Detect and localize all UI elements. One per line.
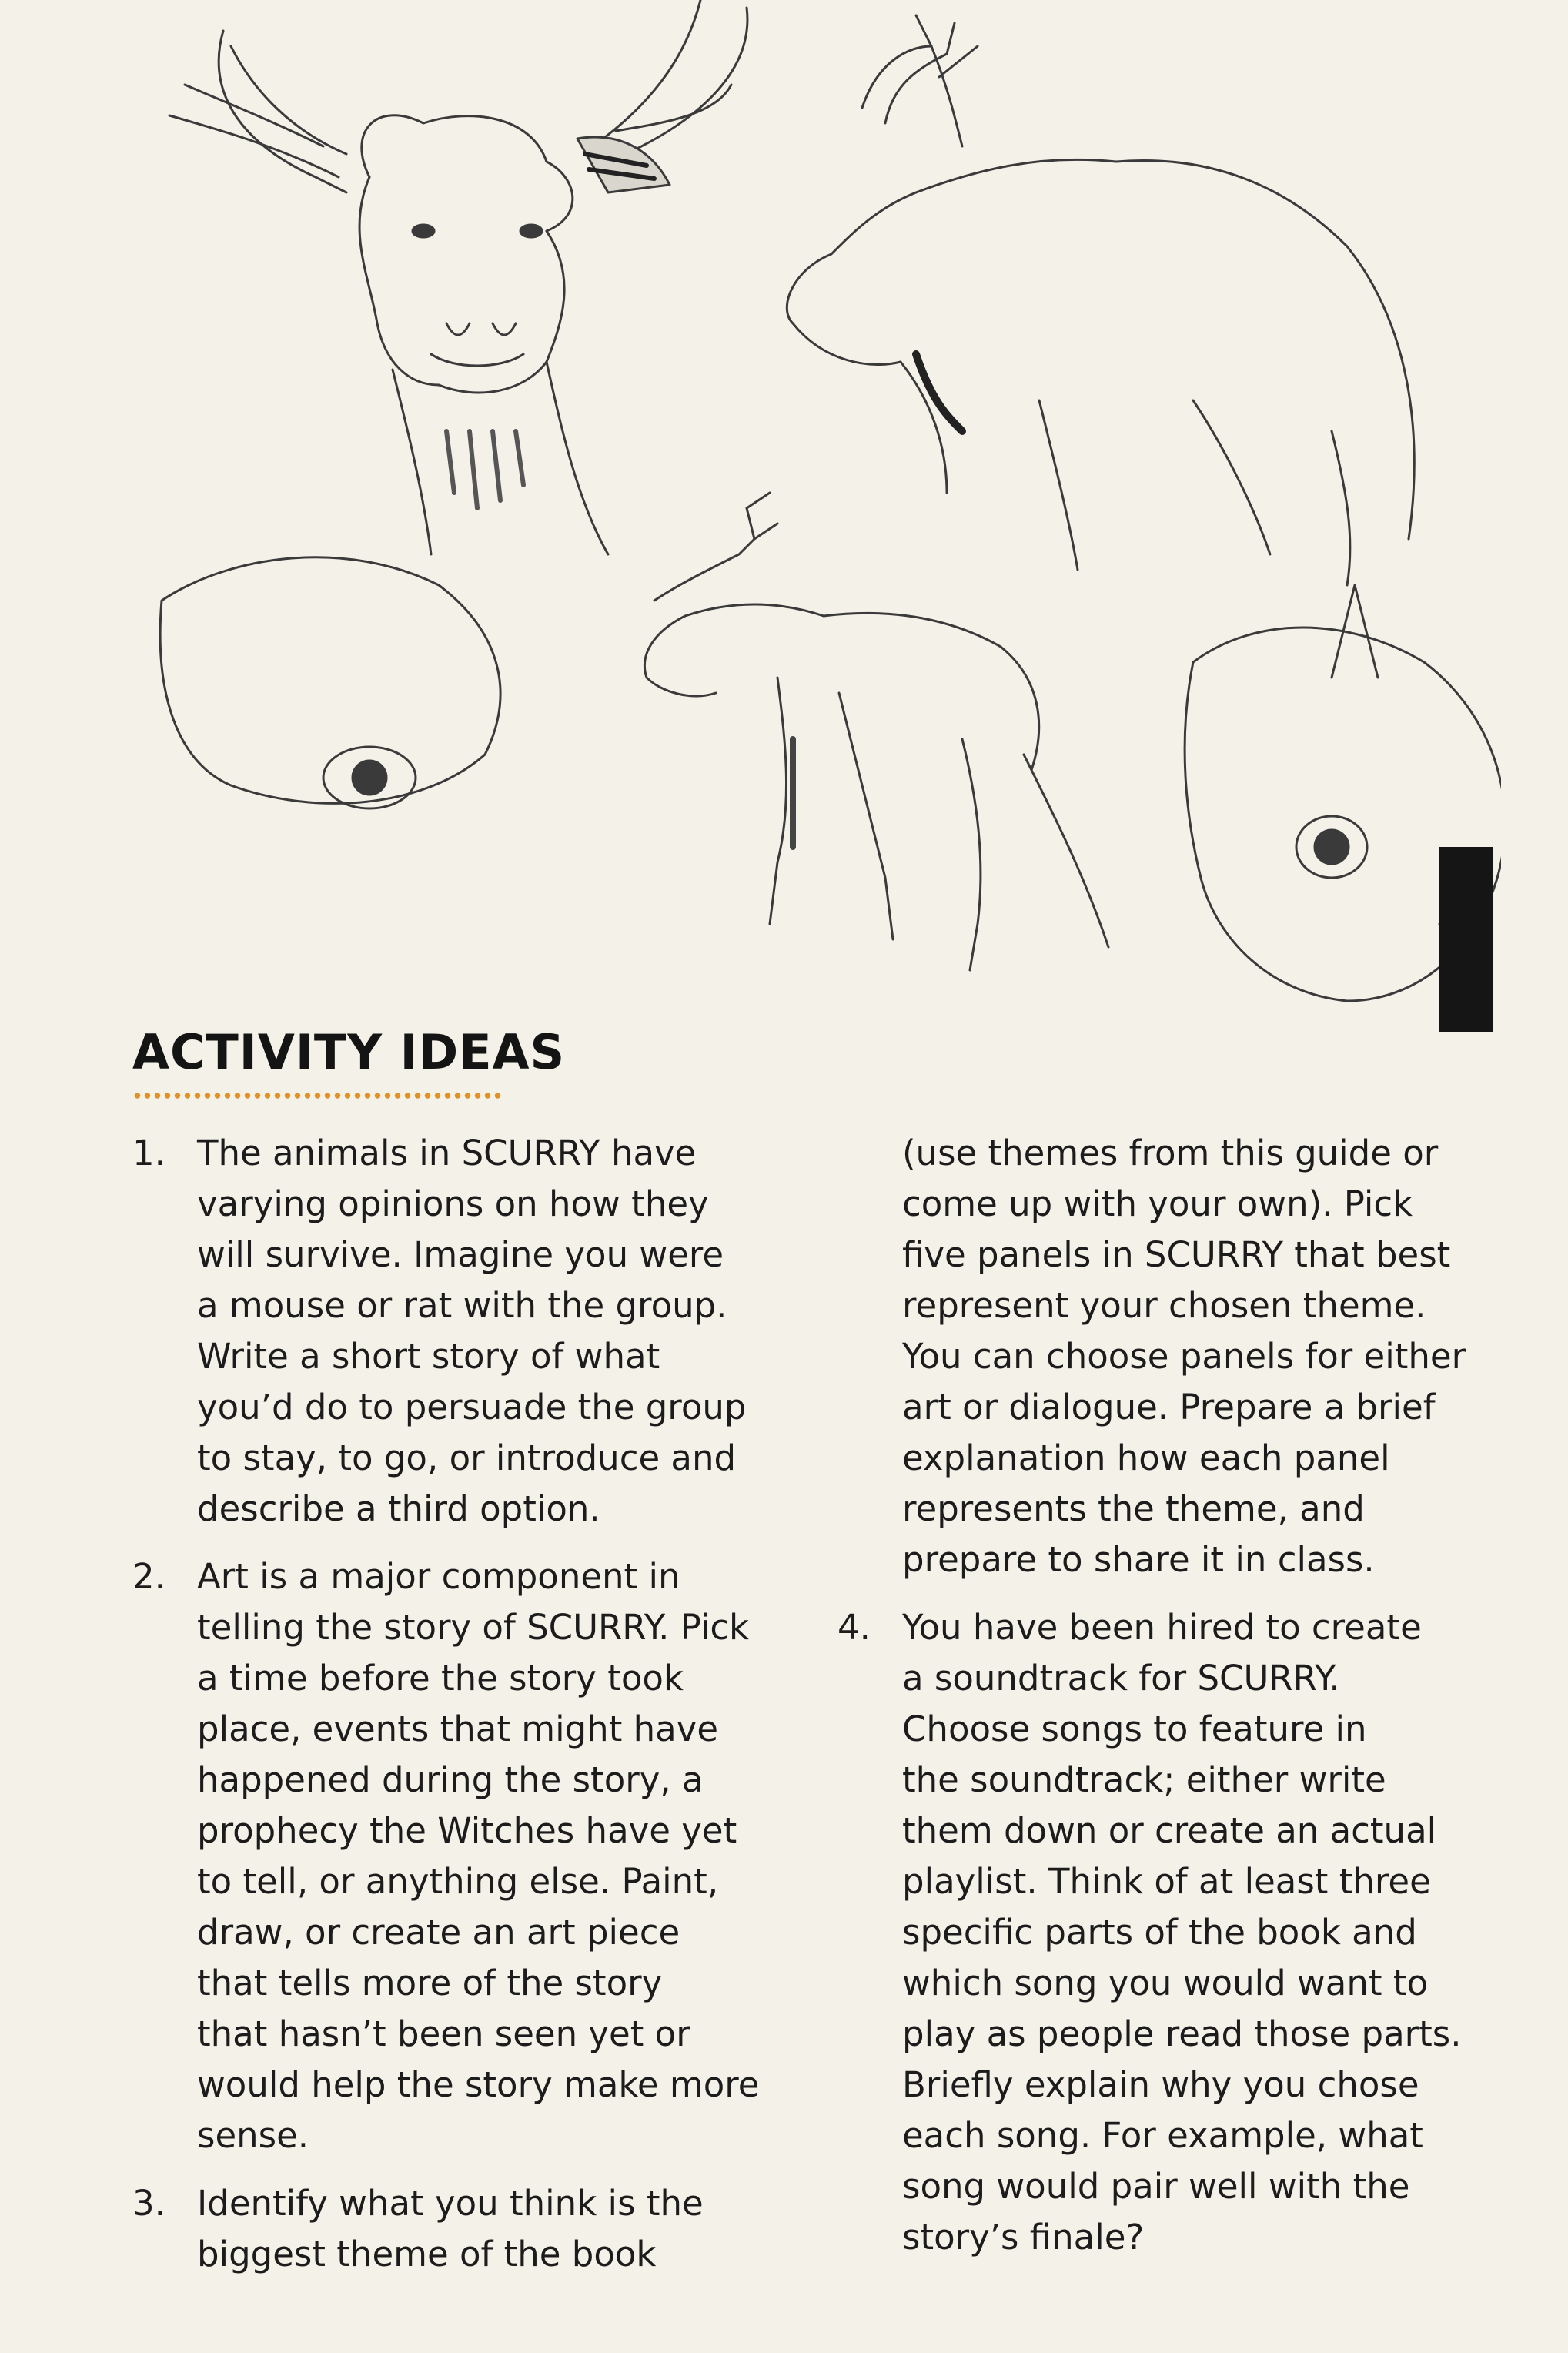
moose-sketch-illustration bbox=[115, 0, 1501, 1047]
moose-eye-closeup-sketch bbox=[160, 557, 500, 808]
activity-item-3 bbox=[132, 2178, 802, 2280]
activity-item-2 bbox=[132, 1551, 802, 2161]
activity-text: Art is a major component in telling the story of SCURRY. Pick a time before the story took place, events that might have happened during the story, a prophecy the Witches have yet to tell, or anything else. Paint, draw, or create an art piece that tells more of the story that hasn’t been seen yet or would help the story make more sense. bbox=[197, 1556, 760, 2156]
calf-head-sketch bbox=[1185, 585, 1501, 1032]
activity-text: Identify what you think is the biggest theme of the book bbox=[197, 2183, 704, 2274]
activity-text: You have been hired to create a soundtrack for SCURRY. Choose songs to feature in the soundtrack; either write them down or create an actual playlist. Think of at least three specific parts of the book and which song you would want to play as people read those parts. Briefly explain why you chose each song. For example, what song would pair well with the story’s finale? bbox=[902, 1607, 1462, 2258]
activities-column-left bbox=[132, 1128, 802, 2297]
activity-item-3-continuation: (use themes from this guide or come up with your own). Pick five panels in SCURRY that best represent your chosen theme. You can choose panels for either art or dialogue. Prepare a brief explanation how each panel represents the theme, and prepare to share it in class. bbox=[902, 1133, 1466, 1580]
activity-number: 4. bbox=[837, 1607, 871, 1648]
moose-standing-sketch bbox=[787, 15, 1414, 585]
activity-text: The animals in SCURRY have varying opinions on how they will survive. Imagine you were a mouse or rat with the group. Write a short story of what you’d do to persuade the group to stay, to go, or introduce and describe a third option. bbox=[197, 1133, 747, 1529]
activity-item-4 bbox=[837, 1602, 1507, 2263]
moose-head-sketch bbox=[169, 0, 747, 554]
section-heading: ACTIVITY IDEAS bbox=[132, 1024, 566, 1080]
activity-number: 1. bbox=[132, 1133, 165, 1173]
dotted-underline bbox=[132, 1092, 502, 1100]
activity-number: 2. bbox=[132, 1556, 165, 1597]
moose-walking-sketch bbox=[644, 493, 1108, 970]
activity-number: 3. bbox=[132, 2183, 165, 2224]
activity-item-1 bbox=[132, 1128, 802, 1535]
activities-column-right bbox=[837, 1128, 1507, 2280]
